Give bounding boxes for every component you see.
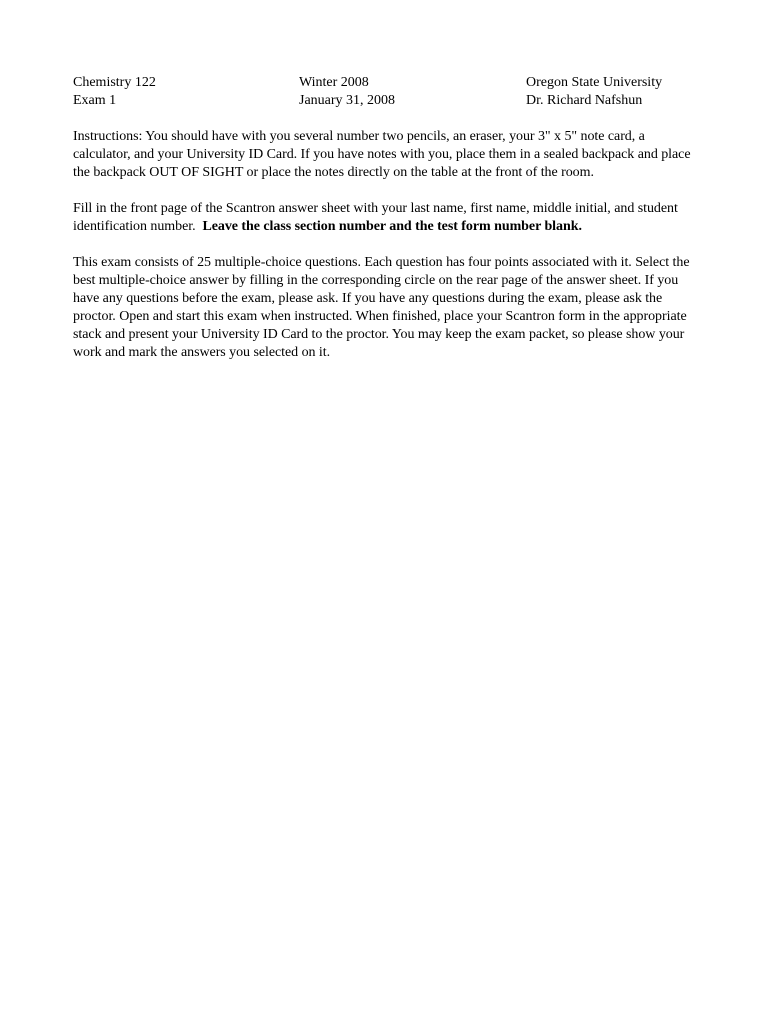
scantron-bold-instruction: Leave the class section number and the test form number blank. [202, 219, 582, 234]
exam-number: Exam 1 [73, 93, 117, 108]
term: Winter 2008 [299, 75, 369, 90]
exam-date: January 31, 2008 [299, 93, 396, 108]
course-info [73, 74, 299, 110]
university-name: Oregon State University [526, 75, 663, 90]
exam-rules-paragraph: This exam consists of 25 multiple-choice questions. Each question has four points associated with it. Select the best multiple-choice answer by filling in the corresponding circle on the rear page of the answer sheet. If you have any questions before the exam, please ask. If you have any questions during the exam, please ask the proctor. Open and start this exam when instructed. When finished, place your Scantron form in the appropriate stack and present your University ID Card to the proctor. You may keep the exam packet, so please show your work and mark the answers you selected on it. [73, 255, 690, 360]
scantron-paragraph [73, 200, 704, 236]
course-name: Chemistry 122 [73, 75, 156, 90]
institution-info [526, 74, 696, 110]
scantron-instructions-text: Fill in the front page of the Scantron answer sheet with your last name, first name, middle initial, and student identification number. [73, 201, 678, 234]
instructions-paragraph: Instructions: You should have with you several number two pencils, an eraser, your 3" x 5" note card, a calculator, and your University ID Card. If you have notes with you, place them in a sealed backpack and place the backpack OUT OF SIGHT or place the notes directly on the table at the front of the room. [73, 129, 691, 180]
exam-header [73, 74, 704, 110]
term-info [299, 74, 526, 110]
instructor-name: Dr. Richard Nafshun [526, 93, 643, 108]
